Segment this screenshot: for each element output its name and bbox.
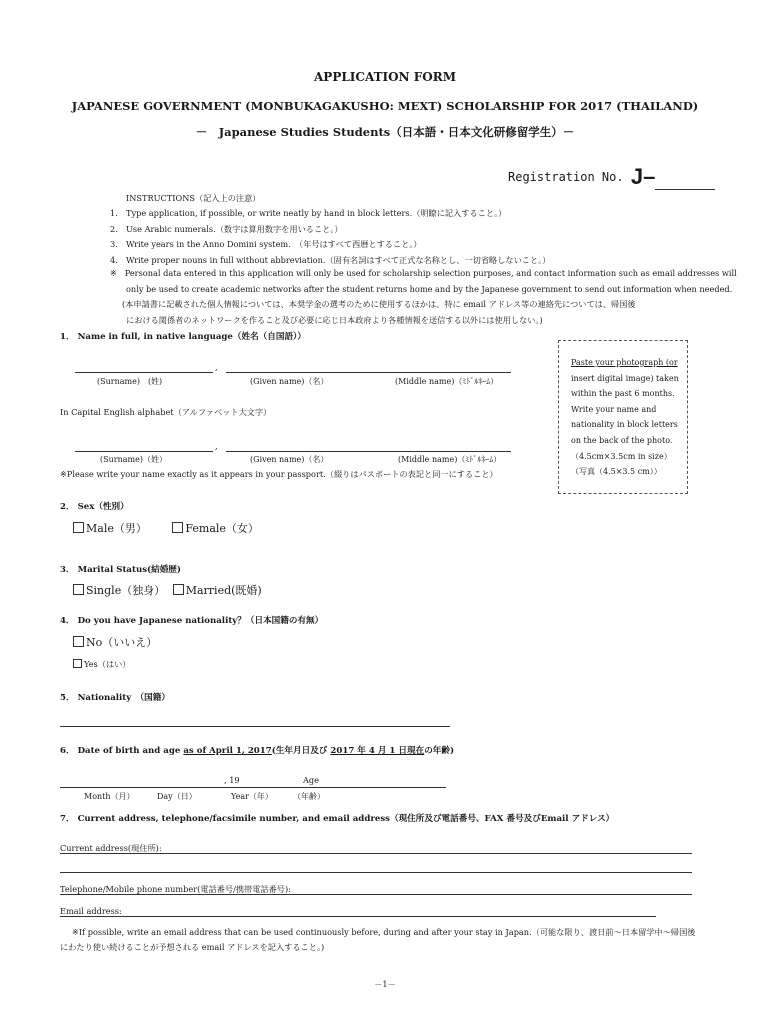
english-given-field[interactable] [226,451,511,452]
yes-option[interactable]: Yes（はい） [73,659,131,670]
no-option[interactable]: No（いいえ） [73,634,157,650]
instruction-list [110,206,550,268]
instruction-item: 3． Write years in the Anno Domini system. （年号はすべて西暦とすること。） [110,239,422,249]
privacy-note: ※ Personal data entered in this application will only be used for scholarship selection purposes, and contact information such as email addresses will only be used to create academic networks after the student returns home and by the Japanese government to send out information when needed. (本申請書に記載された個人情報については、本奨学金の選考のために使用するほかは、特に email アドレス等の連絡先については、帰国後 における関係者のネットワークを作ること及び必要に応じ日本政府より各種情報を送信する以外には使用しない。) [110,268,737,325]
q5-label: 5． Nationality （国籍） [60,693,170,703]
instruction-item: 1． Type application, if possible, or write neatly by hand in block letters.（明瞭に記入すること。） [110,208,507,218]
q6-label: 6． Date of birth and age as of April 1, 2017(生年月日及び 2017 年 4 月 1 日現在の年齢) [60,746,455,756]
page-number: －1－ [374,979,396,989]
married-option[interactable]: Married(既婚) [173,584,262,597]
email-note: ※If possible, write an email address that can be used continuously before, during and after your stay in Japan.（可能な限り、渡日前～日本留学中～帰国後 にわたり使い続けることが予想される email アドレスを記入すること。) [60,927,696,952]
nationality-field[interactable] [60,726,450,727]
email-label: Email address: [60,906,122,916]
q7-label: 7． Current address, telephone/facsimile number, and email address（現住所及び電話番号、FAX 番号及びEmail アドレス） [60,814,615,824]
registration-number [508,164,715,190]
month-caption: Month（月） [84,792,135,801]
english-surname-field[interactable] [75,451,213,452]
q3-label: 3． Marital Status(結婚歴) [60,565,181,575]
comma: , [215,441,218,451]
age-label: Age [303,775,319,785]
year-caption: Year（年） [231,792,273,801]
given-caption: (Given name)（名） [250,377,329,386]
current-address-field[interactable] [60,853,692,854]
current-address-field-2[interactable] [60,872,692,873]
marital-options [73,582,262,598]
email-field[interactable] [60,916,656,917]
male-checkbox[interactable] [73,522,84,533]
form-title: APPLICATION FORM [314,70,456,84]
capital-label: In Capital English alphabet（アルファベット大文字） [60,407,272,417]
scholarship-title: JAPANESE GOVERNMENT (MONBUKAGAKUSHO: MEXT) SCHOLARSHIP FOR 2017 (THAILAND) [71,99,699,113]
native-surname-field[interactable] [75,372,213,373]
instruction-item: 4． Write proper nouns in full without abbreviation.（固有名詞はすべて正式な名称とし、一切省略しないこと。） [110,254,551,265]
year-prefix: , 19 [224,775,240,785]
single-checkbox[interactable] [73,584,84,595]
female-checkbox[interactable] [172,522,183,533]
instruction-item: 2． Use Arabic numerals.（数字は算用数字を用いること。） [110,223,343,234]
surname-caption: (Surname)（姓） [100,455,167,464]
q4-label: 4． Do you have Japanese nationality？（日本国籍の有無） [60,616,324,626]
given-caption: (Given name)（名） [250,455,329,464]
no-checkbox[interactable] [73,636,84,647]
phone-field[interactable] [60,894,692,895]
yes-checkbox[interactable] [73,659,82,668]
instructions-heading: INSTRUCTIONS（記入上の注意） [126,193,261,203]
married-checkbox[interactable] [173,584,184,595]
age-caption: （年齢） [293,792,325,801]
phone-label: Telephone/Mobile phone number(電話番号/携帯電話番号): [60,884,291,894]
q1-label: 1． Name in full, in native language（姓名（自国語）） [60,332,306,342]
registration-label: Registration No. [508,170,624,184]
sex-options [73,520,259,536]
middle-caption: (Middle name)（ﾐﾄﾞﾙﾈｰﾑ） [395,377,499,386]
middle-caption: (Middle name)（ﾐﾄﾞﾙﾈｰﾑ） [398,455,502,464]
day-caption: Day（日） [157,792,197,801]
q2-label: 2． Sex（性別） [60,502,129,512]
photo-box[interactable] [558,340,688,494]
male-option[interactable]: Male（男） [73,522,147,535]
photo-instructions: Paste your photograph (or insert digital image) taken within the past 6 months. Write your name and nationality in block letters on the back of the photo. （4.5cm×3.5cm in size） （写真（4.5×3.5 cm）） [571,358,679,477]
current-address-label: Current address(現住所): [60,843,162,853]
comma: , [215,362,218,372]
female-option[interactable]: Female（女） [172,522,259,535]
registration-field[interactable] [655,175,715,190]
passport-note: ※Please write your name exactly as it appears in your passport.（綴りはパスポートの表記と同一にすること） [60,469,498,479]
surname-caption: (Surname) (姓) [97,377,163,386]
single-option[interactable]: Single（独身） [73,584,165,597]
birthdate-field[interactable] [60,787,446,788]
native-given-field[interactable] [226,372,511,373]
category-title: － Japanese Studies Students（日本語・日本文化研修留学生）－ [195,125,575,139]
registration-prefix: J– [630,164,656,189]
